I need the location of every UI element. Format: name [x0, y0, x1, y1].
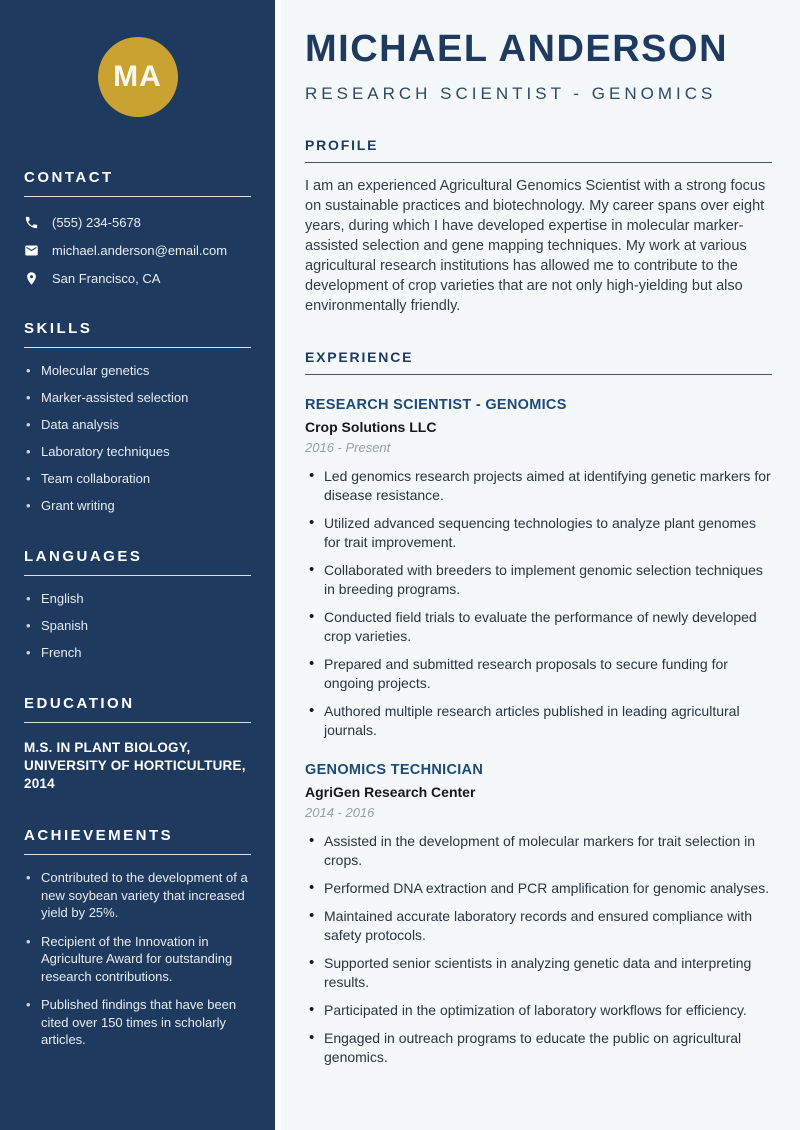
job-bullet: • Collaborated with breeders to implement genomic selection techniques in breeding programs. [305, 561, 772, 599]
avatar-initials: MA [113, 60, 162, 93]
achievement-item: • Published findings that have been cited over 150 times in scholarly articles. [24, 996, 251, 1049]
skill-item: • Laboratory techniques [24, 443, 251, 460]
candidate-name: MICHAEL ANDERSON [305, 28, 729, 70]
education-heading: EDUCATION [24, 695, 251, 723]
skill-item: • Marker-assisted selection [24, 389, 251, 406]
job-bullet: • Engaged in outreach programs to educate the public on agricultural genomics. [305, 1029, 772, 1067]
job-title: RESEARCH SCIENTIST - GENOMICS [305, 397, 567, 413]
avatar [98, 37, 178, 117]
skill-item: • Data analysis [24, 416, 251, 433]
job-bullet: • Led genomics research projects aimed at identifying genetic markers for disease resistance. [305, 467, 772, 505]
candidate-title: RESEARCH SCIENTIST - GENOMICS [305, 84, 717, 103]
job-bullet-list [305, 832, 772, 1067]
achievement-item: • Recipient of the Innovation in Agriculture Award for outstanding research contributions. [24, 933, 251, 986]
sidebar [0, 0, 281, 1130]
language-item: • French [24, 644, 251, 661]
skills-heading: SKILLS [24, 320, 251, 348]
email-icon [24, 243, 39, 258]
contact-list [24, 215, 251, 286]
job-entry [305, 762, 772, 1067]
job-bullet: • Conducted field trials to evaluate the performance of newly developed crop varieties. [305, 608, 772, 646]
contact-location: San Francisco, CA [52, 271, 161, 286]
job-bullet: • Maintained accurate laboratory records and ensured compliance with safety protocols. [305, 907, 772, 945]
achievements-heading: ACHIEVEMENTS [24, 827, 251, 855]
job-company: Crop Solutions LLC [305, 419, 437, 435]
contact-email-row [24, 243, 251, 258]
job-bullet-list [305, 467, 772, 740]
contact-phone-row [24, 215, 251, 230]
job-dates: 2016 - Present [305, 440, 391, 455]
language-item: • Spanish [24, 617, 251, 634]
education-section [24, 695, 251, 793]
job-bullet: • Utilized advanced sequencing technologies to analyze plant genomes for trait improvement. [305, 514, 772, 552]
job-dates: 2014 - 2016 [305, 805, 375, 820]
job-company: AgriGen Research Center [305, 784, 476, 800]
achievement-item: • Contributed to the development of a new soybean variety that increased yield by 25%. [24, 869, 251, 922]
skill-item: • Grant writing [24, 497, 251, 514]
contact-section [24, 169, 251, 286]
contact-location-row [24, 271, 251, 286]
job-bullet: • Prepared and submitted research proposals to secure funding for ongoing projects. [305, 655, 772, 693]
contact-heading: CONTACT [24, 169, 251, 197]
job-bullet: • Participated in the optimization of laboratory workflows for efficiency. [305, 1001, 772, 1020]
profile-text: I am an experienced Agricultural Genomics Scientist with a strong focus on sustainable practices and biotechnology. My career spans over eight years, during which I have developed expertise in molecular marker-assisted selection and gene mapping techniques. My work at various agricultural research institutions has allowed me to contribute to the development of crop varieties that are not only high-yielding but also environmentally friendly. [305, 178, 766, 314]
skills-list [24, 362, 251, 514]
job-title: GENOMICS TECHNICIAN [305, 762, 484, 778]
skills-section [24, 320, 251, 514]
main-content [281, 0, 800, 1130]
phone-icon [24, 215, 39, 230]
languages-list [24, 590, 251, 661]
contact-email: michael.anderson@email.com [52, 243, 228, 258]
experience-heading: EXPERIENCE [305, 349, 772, 375]
job-bullet: • Authored multiple research articles published in leading agricultural journals. [305, 702, 772, 740]
job-bullet: • Assisted in the development of molecular markers for trait selection in crops. [305, 832, 772, 870]
location-pin-icon [24, 271, 39, 286]
achievements-list [24, 869, 251, 1049]
languages-heading: LANGUAGES [24, 548, 251, 576]
profile-heading: PROFILE [305, 137, 772, 163]
achievements-section [24, 827, 251, 1049]
skill-item: • Molecular genetics [24, 362, 251, 379]
education-degree: M.S. IN PLANT BIOLOGY, UNIVERSITY OF HORTICULTURE, 2014 [24, 740, 246, 791]
job-entry [305, 397, 772, 740]
job-bullet: • Supported senior scientists in analyzing genetic data and interpreting results. [305, 954, 772, 992]
contact-phone: (555) 234-5678 [52, 215, 141, 230]
job-bullet: • Performed DNA extraction and PCR amplification for genomic analyses. [305, 879, 772, 898]
skill-item: • Team collaboration [24, 470, 251, 487]
languages-section [24, 548, 251, 661]
language-item: • English [24, 590, 251, 607]
